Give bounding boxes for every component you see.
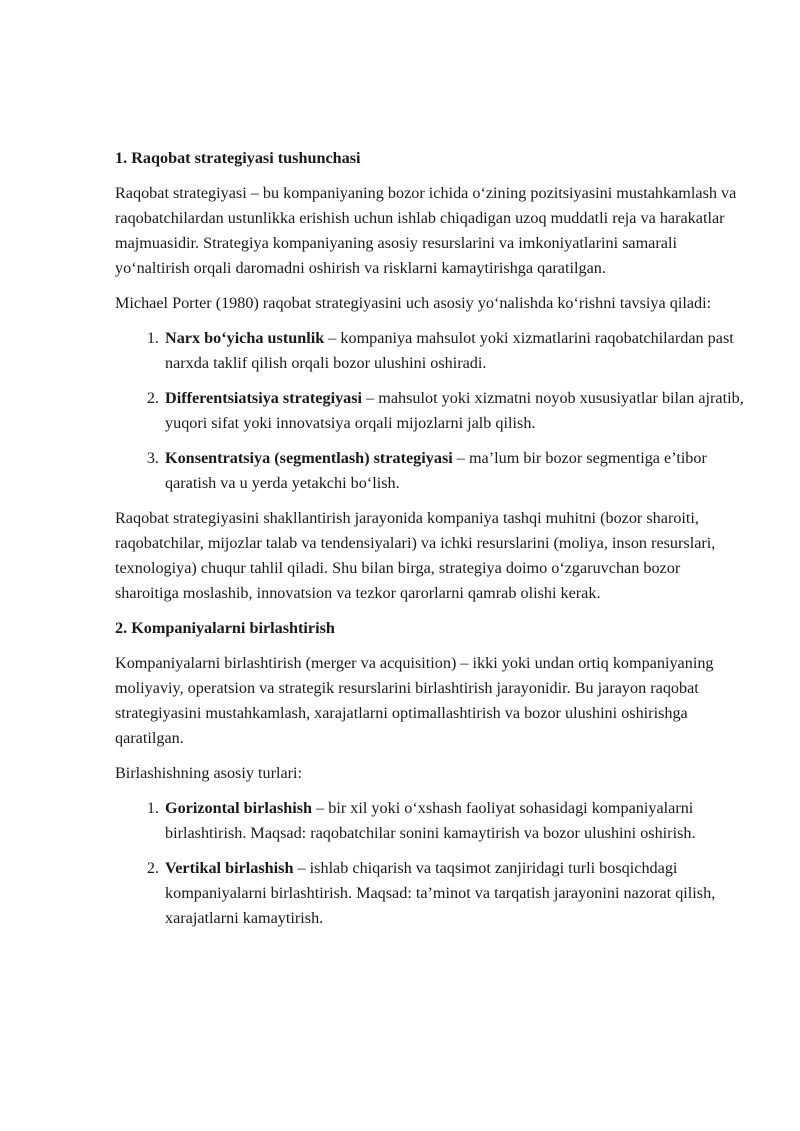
list-item-text: – kompaniya mahsulot yoki xizmatlarini raqobatchilardan past narxda taklif qilish orqali bozor ulushini oshiradi. bbox=[165, 329, 734, 372]
list-item-text: – ma’lum bir bozor segmentiga e’tibor qaratish va u yerda yetakchi bo‘lish. bbox=[165, 449, 707, 492]
list-item-text: – mahsulot yoki xizmatni noyob xususiyatlar bilan ajratib, yuqori sifat yoki innovatsiya orqali mijozlarni jalb qilish. bbox=[165, 389, 744, 432]
list-item-term: Konsentratsiya (segmentlash) strategiyasi bbox=[165, 449, 453, 467]
list-item bbox=[163, 326, 745, 376]
section-heading-birlashtirish: 2. Kompaniyalarni birlashtirish bbox=[115, 619, 335, 637]
list-item-term: Narx bo‘yicha ustunlik bbox=[165, 329, 325, 347]
paragraph-analysis: Raqobat strategiyasini shakllantirish jarayonida kompaniya tashqi muhitni (bozor sharoiti, raqobatchilar, mijozlar talab va tendensiyalari) va ichki resurslarini (moliya, inson resurslari, texnologiya) chuqur tahlil qiladi. Shu bilan birga, strategiya doimo o‘zgaruvchan bozor sharoitiga moslashib, innovatsion va tezkor qarorlarni qamrab olishi kerak. bbox=[115, 509, 716, 602]
paragraph-merger-types-intro: Birlashishning asosiy turlari: bbox=[115, 764, 303, 782]
list-item-text: – ishlab chiqarish va taqsimot zanjiridagi turli bosqichdagi kompaniyalarni birlashtirish. Maqsad: ta’minot va tarqatish jarayonini nazorat qilish, xarajatlarni kamaytirish. bbox=[165, 859, 716, 927]
document-page bbox=[115, 146, 745, 941]
section-heading-raqobat-strategiyasi: 1. Raqobat strategiyasi tushunchasi bbox=[115, 149, 361, 167]
list-item-term: Differentsiatsiya strategiyasi bbox=[165, 389, 363, 407]
merger-types-list bbox=[115, 796, 745, 931]
list-item bbox=[163, 446, 745, 496]
list-item-term: Gorizontal birlashish bbox=[165, 799, 313, 817]
list-item bbox=[163, 386, 745, 436]
paragraph-porter-intro: Michael Porter (1980) raqobat strategiyasini uch asosiy yo‘nalishda ko‘rishni tavsiya qiladi: bbox=[115, 294, 712, 312]
list-item bbox=[163, 856, 745, 931]
list-item bbox=[163, 796, 745, 846]
list-item-text: – bir xil yoki o‘xshash faoliyat sohasidagi kompaniyalarni birlashtirish. Maqsad: raqobatchilar sonini kamaytirish va bozor ulushini oshirish. bbox=[165, 799, 696, 842]
paragraph-definition: Raqobat strategiyasi – bu kompaniyaning bozor ichida o‘zining pozitsiyasini mustahkamlash va raqobatchilardan ustunlikka erishish uchun ishlab chiqadigan uzoq muddatli reja va harakatlar majmuasidir. Strategiya kompaniyaning asosiy resurslarini va imkoniyatlarini samarali yo‘naltirish orqali daromadni oshirish va risklarni kamaytirishga qaratilgan. bbox=[115, 184, 737, 277]
list-item-term: Vertikal birlashish bbox=[165, 859, 294, 877]
paragraph-merger-definition: Kompaniyalarni birlashtirish (merger va acquisition) – ikki yoki undan ortiq kompaniyaning moliyaviy, operatsion va strategik resurslarini birlashtirish jarayonidir. Bu jarayon raqobat strategiyasini mustahkamlash, xarajatlarni optimallashtirish va bozor ulushini oshirishga qaratilgan. bbox=[115, 654, 714, 747]
strategy-list bbox=[115, 326, 745, 496]
